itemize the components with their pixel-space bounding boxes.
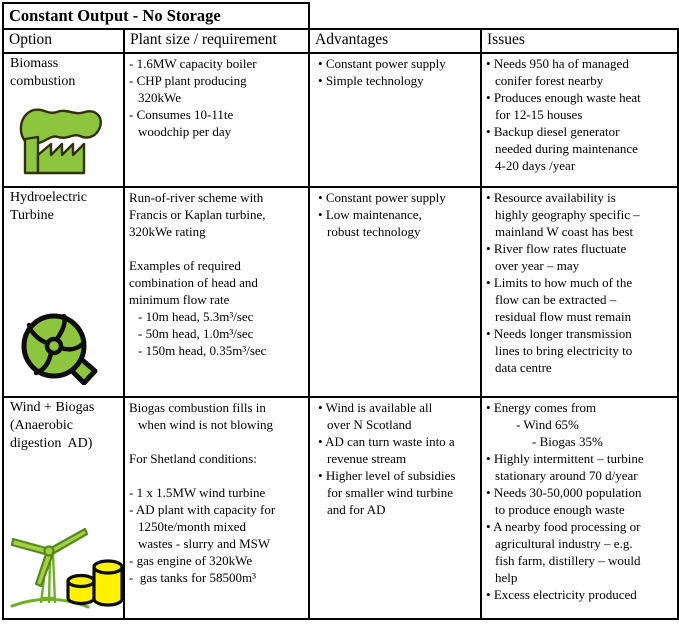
option-label-biomass [10,55,119,91]
text-line: 4-20 days /year [495,158,576,173]
text-line: - gas tanks for 58500m³ [129,570,257,585]
turbine-spiral-graphic [18,313,100,385]
text-line: • Needs 950 ha of managed [486,56,629,71]
text-line: to produce enough waste [495,502,625,517]
text-line: stationary around 70 d/year [495,468,638,483]
text-line: Examples of required [129,258,241,273]
text-line: (Anaerobic [10,418,73,433]
col-header-advantages: Advantages [309,29,481,53]
cell-hydro-advantages [309,187,481,397]
text-line: Run-of-river scheme with [129,190,264,205]
text-line: for smaller wind turbine [327,485,454,500]
text-line: combustion [10,74,76,89]
turbine-hub-shape [45,547,54,556]
cell-hydro-issues [481,187,678,397]
text-line: • Backup diesel generator [486,124,620,139]
text-line: • Simple technology [318,73,424,88]
text-line: • Needs longer transmission [486,326,632,341]
text-line: residual flow must remain [495,309,632,324]
cell-wind-biogas-advantages [309,397,481,619]
text-line: Biogas combustion fills in [129,400,266,415]
text-line: - Wind 65% [516,417,579,432]
factory-building-shape [38,144,84,173]
cell-biomass-plant-size [124,53,309,187]
cell-wind-biogas-issues [481,397,678,619]
text-line: highly geography specific – [495,207,640,222]
col-header-issues: Issues [481,29,678,53]
table-row-hydro [3,187,678,397]
text-line: • Needs 30-50,000 population [486,485,642,500]
cell-hydro-option [3,187,124,397]
text-line: over year – may [495,258,580,273]
chimney-shape [25,137,38,173]
text-line: - AD plant with capacity for [129,502,276,517]
title-row [3,3,678,29]
text-line: - Consumes 10-11te [129,107,234,122]
text-line: • Resource availability is [486,190,616,205]
turbine-blade-shape [12,539,46,554]
text-line: • AD can turn waste into a [318,434,455,449]
text-line: • A nearby food processing or [486,519,641,534]
text-line: robust technology [327,224,421,239]
text-line: lines to bring electricity to [495,343,633,358]
text-line: Biomass [10,56,59,71]
text-line [129,433,304,450]
wind-biogas-icon [8,526,124,615]
text-line: • Highly intermittent – turbine [486,451,644,466]
table-title: Constant Output - No Storage [3,3,309,29]
tall-gas-tank-top [94,561,122,573]
text-line: mainland W coast has best [495,224,634,239]
text-line: Turbine [10,208,54,223]
option-label-hydro [10,189,119,225]
text-line: • Wind is available all [318,400,433,415]
text-line: woodchip per day [138,124,232,139]
biomass-factory-icon [12,103,107,180]
text-line: • Low maintenance, [318,207,422,222]
text-line [129,467,304,484]
empty-top-right-area [309,3,678,29]
text-line: combination of head and [129,275,258,290]
small-gas-tank-top [68,576,94,587]
text-line: - 150m head, 0.35m³/sec [138,343,267,358]
cell-biomass-issues [481,53,678,187]
text-line: data centre [495,360,552,375]
text-line: - Biogas 35% [532,434,603,449]
text-line: and for AD [327,502,386,517]
text-line: flow can be extracted – [495,292,617,307]
text-line: 320kWe rating [129,224,206,239]
text-line: • Higher level of subsidies [318,468,456,483]
cell-wind-biogas-plant-size [124,397,309,619]
text-line: Wind + Biogas [10,400,95,415]
text-line [129,240,304,257]
table-row-wind-biogas [3,397,678,619]
text-line: • Limits to how much of the [486,275,633,290]
cell-biomass-option [3,53,124,187]
option-label-wind-biogas [10,399,119,453]
text-line: • River flow rates fluctuate [486,241,627,256]
text-line: fish farm, distillery – would [495,553,641,568]
constant-output-table [2,2,679,620]
text-line: Francis or Kaplan turbine, [129,207,266,222]
header-row [3,29,678,53]
col-header-option: Option [3,29,124,53]
text-line: • Excess electricity produced [486,587,637,602]
text-line: when wind is not blowing [138,417,274,432]
text-line: needed during maintenance [495,141,638,156]
text-line: • Produces enough waste heat [486,90,641,105]
text-line: For Shetland conditions: [129,451,257,466]
text-line: 320kWe [138,90,181,105]
text-line: • Constant power supply [318,56,446,71]
text-line: - 1 x 1.5MW wind turbine [129,485,266,500]
text-line: • Constant power supply [318,190,446,205]
text-line: - CHP plant producing [129,73,247,88]
cell-biomass-advantages [309,53,481,187]
text-line: for 12-15 houses [495,107,583,122]
turbine-blade-shape [51,529,87,553]
text-line: • Energy comes from [486,400,597,415]
text-line: - 10m head, 5.3m³/sec [138,309,254,324]
text-line: conifer forest nearby [495,73,604,88]
text-line: help [495,570,518,585]
cell-hydro-plant-size [124,187,309,397]
text-line: Hydroelectric [10,190,87,205]
text-line: revenue stream [327,451,407,466]
text-line: 1250te/month mixed [138,519,246,534]
hydro-turbine-icon [18,313,100,390]
wind-turbine-tanks-graphic [8,526,124,610]
table-row-biomass [3,53,678,187]
factory-smoke-graphic [12,103,107,175]
text-line: wastes - slurry and MSW [138,536,271,551]
cell-wind-biogas-option [3,397,124,619]
text-line: - 50m head, 1.0m³/sec [138,326,254,341]
col-header-plant-size: Plant size / requirement [124,29,309,53]
text-line: - gas engine of 320kWe [129,553,253,568]
text-line: over N Scotland [327,417,412,432]
text-line: digestion AD) [10,436,93,451]
text-line: agricultural industry – e.g. [495,536,633,551]
turbine-hub-shape [47,339,61,353]
text-line: minimum flow rate [129,292,230,307]
text-line: - 1.6MW capacity boiler [129,56,257,71]
